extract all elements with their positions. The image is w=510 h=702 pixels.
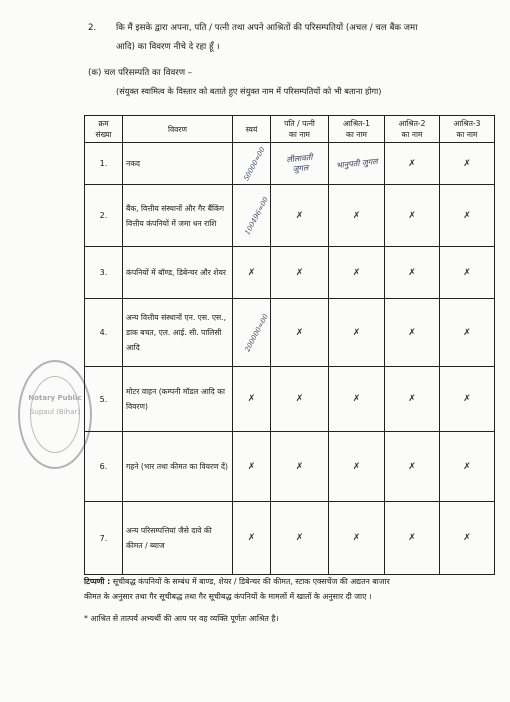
row-dep3-value: ✗	[440, 143, 495, 185]
header-dep2-line2: का नाम	[401, 130, 423, 139]
row-description: अन्य वित्तीय संस्थानों एन. एस. एस., डाक बचत, एल. आई. सी. पालिसी आदि	[123, 299, 233, 367]
row-number: 6.	[85, 432, 123, 502]
row-self-value: ✗	[233, 247, 271, 299]
row-dep2-value: ✗	[385, 367, 440, 432]
header-spouse-line2: का नाम	[289, 130, 310, 139]
footnote-asterisk: * आश्रित से तात्पर्य अभ्यर्थी की आय पर वह व्यक्ति पूर्णतः आश्रित है।	[84, 614, 279, 623]
row-dep1-value: ✗	[329, 502, 385, 575]
row-dep1-value: ✗	[329, 367, 385, 432]
row-self-value: ✗	[233, 502, 271, 575]
row-description: अन्य परिसम्पत्तियां जैसे दावे की कीमत / ब्याज	[123, 502, 233, 575]
row-dep2-value: ✗	[385, 502, 440, 575]
row-self-value	[233, 299, 271, 367]
footnote-line1: सूचीबद्ध कंपनियों के सम्बंध में बाण्ड, शेयर / डिबेन्चर की कीमत, स्टाक एक्सचेंज की अद्यतन बाजार	[112, 577, 390, 586]
handwritten-self: 100496=00	[243, 195, 271, 236]
footnote-label: टिप्पणी :	[84, 577, 111, 586]
row-dep3-value: ✗	[440, 247, 495, 299]
section-subheading: (संयुक्त स्वामित्व के विस्तार को बताते हुए संयुक्त नाम में परिसम्पतियों को भी बताना होगा)	[116, 86, 382, 96]
row-description: नकद	[123, 143, 233, 185]
row-dep1-value: ✗	[329, 247, 385, 299]
row-dep3-value: ✗	[440, 367, 495, 432]
row-spouse-value: ✗	[271, 247, 329, 299]
row-spouse-value: ✗	[271, 367, 329, 432]
header-self: स्वयं	[233, 116, 271, 143]
row-number: 3.	[85, 247, 123, 299]
table-row	[85, 367, 495, 432]
row-spouse-value: ✗	[271, 432, 329, 502]
row-dep2-value: ✗	[385, 185, 440, 247]
notary-stamp	[18, 360, 92, 469]
table-header-row	[85, 116, 495, 143]
row-dep3-value: ✗	[440, 185, 495, 247]
header-dep1-line1: आश्रित-1	[342, 119, 370, 128]
row-number: 4.	[85, 299, 123, 367]
header-serial-line2: संख्या	[95, 130, 112, 139]
row-dep3-value: ✗	[440, 502, 495, 575]
row-number: 5.	[85, 367, 123, 432]
row-dep2-value: ✗	[385, 143, 440, 185]
item-text-line1: कि मैं इसके द्वारा अपना, पति / पत्नी तथा अपने आश्रितों की परिसम्पतियों (अचल / चल बैंक जमा	[116, 23, 418, 33]
movable-assets-table	[84, 115, 495, 575]
row-spouse-value	[271, 143, 329, 185]
row-spouse-value: ✗	[271, 185, 329, 247]
header-dep3-line1: आश्रित-3	[453, 119, 481, 128]
header-serial-line1: क्रम	[98, 119, 109, 128]
header-serial	[85, 116, 123, 143]
row-self-value: ✗	[233, 432, 271, 502]
row-dep2-value: ✗	[385, 247, 440, 299]
row-spouse-value: ✗	[271, 299, 329, 367]
row-self-value: ✗	[233, 367, 271, 432]
row-dep2-value: ✗	[385, 432, 440, 502]
row-self-value	[233, 143, 271, 185]
header-spouse	[271, 116, 329, 143]
header-dep1-line2: का नाम	[346, 130, 367, 139]
row-dep3-value: ✗	[440, 299, 495, 367]
header-dependent-3	[440, 116, 495, 143]
row-dep1-value: ✗	[329, 299, 385, 367]
table-row	[85, 432, 495, 502]
footnote	[84, 575, 390, 589]
table-row	[85, 247, 495, 299]
handwritten-spouse: लीलावती जुगल	[285, 152, 313, 174]
row-self-value	[233, 185, 271, 247]
row-description: कंपनियों में बॉण्ड, डिबेन्चर और शेयर	[123, 247, 233, 299]
row-dep3-value: ✗	[440, 432, 495, 502]
row-dep1-value	[329, 143, 385, 185]
item-number: 2.	[88, 23, 97, 33]
row-dep1-value: ✗	[329, 432, 385, 502]
row-description: गहने (भार तथा कीमत का विवरण दें)	[123, 432, 233, 502]
row-description: मोटर वाहन (कम्पनी मॉडल आदि का विवरण)	[123, 367, 233, 432]
item-text-line2: आदि) का विवरण नीचे दे रहा हूँ ।	[116, 42, 220, 52]
row-description: बैंक, वित्तीय संस्थानों और गैर बैंकिंग वित्तीय कंपनियों में जमा धन राशि	[123, 185, 233, 247]
table-row	[85, 143, 495, 185]
header-details: विवरण	[123, 116, 233, 143]
handwritten-self: 200000=00	[243, 312, 271, 353]
row-number: 7.	[85, 502, 123, 575]
header-dependent-2	[385, 116, 440, 143]
row-number: 2.	[85, 185, 123, 247]
section-heading: (क) चल परिसम्पति का विवरण –	[88, 68, 193, 78]
header-spouse-line1: पति / पत्नी	[284, 119, 315, 128]
handwritten-dep1: भानुपती जुगल	[335, 156, 378, 170]
row-dep1-value: ✗	[329, 185, 385, 247]
footnote-line2: कीमत के अनुसार तथा गैर सूचीबद्ध तथा गैर सूचीबद्ध कंपनियों के मामलों में खातों के अनुसार दी जाए ।	[84, 592, 372, 601]
stamp-text-notary: Notary Public	[28, 394, 82, 402]
header-dependent-1	[329, 116, 385, 143]
header-dep2-line1: आश्रित-2	[398, 119, 426, 128]
stamp-text-place: Supaul (Bihar)	[29, 408, 81, 416]
row-spouse-value: ✗	[271, 502, 329, 575]
header-dep3-line2: का नाम	[456, 130, 478, 139]
row-number: 1.	[85, 143, 123, 185]
handwritten-self: 50000=00	[242, 145, 267, 182]
row-dep2-value: ✗	[385, 299, 440, 367]
table-row	[85, 299, 495, 367]
table-row	[85, 185, 495, 247]
table-row	[85, 502, 495, 575]
